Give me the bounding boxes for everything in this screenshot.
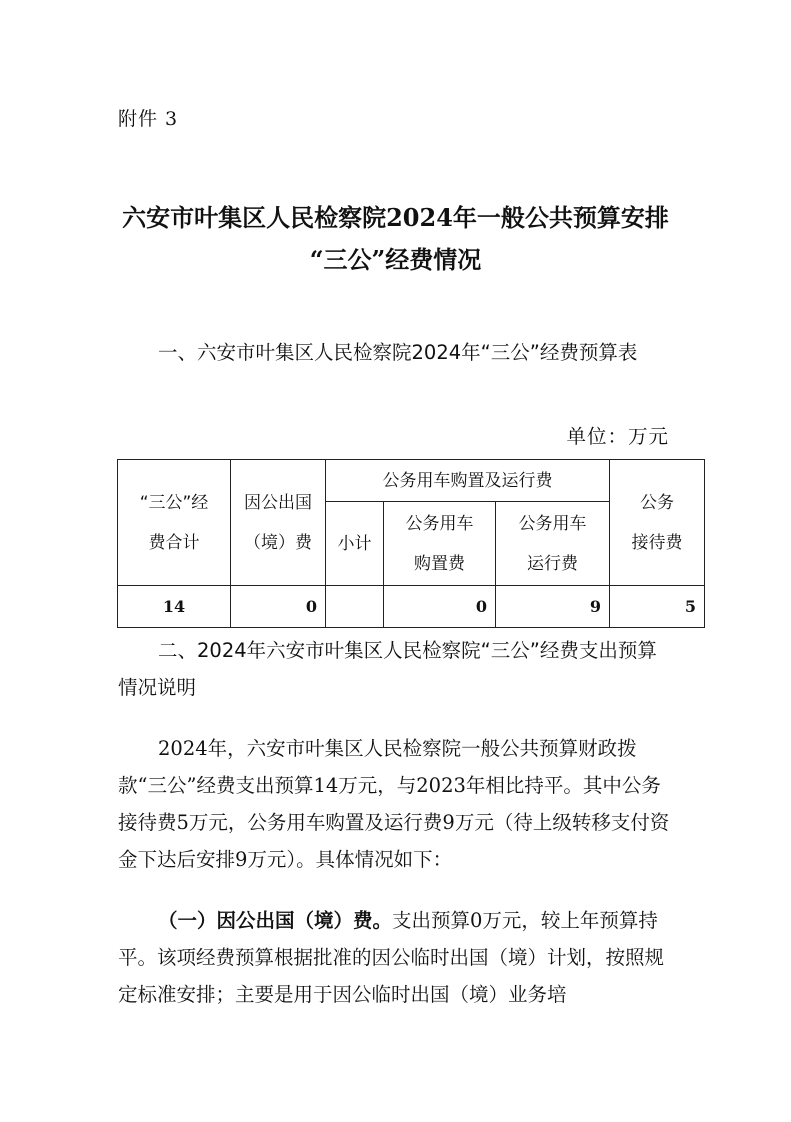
header-purchase-line1: 公务用车: [405, 513, 474, 534]
header-abroad-line1: 因公出国: [244, 492, 312, 513]
header-operation-line2: 运行费: [527, 553, 578, 574]
header-abroad-line2: （境）费: [244, 532, 312, 553]
item1-lead: （一）因公出国（境）费。: [158, 909, 393, 932]
header-total-line2: 费合计: [148, 532, 200, 553]
document-title-line1: 六安市叶集区人民检察院2024年一般公共预算安排: [122, 203, 669, 232]
attachment-label: 附件 3: [118, 108, 179, 130]
document-title-line2: “三公”经费情况: [309, 245, 482, 274]
cell-purchase: 0: [384, 586, 496, 628]
header-operation-line1: 公务用车: [518, 513, 587, 534]
cell-abroad: 0: [231, 586, 326, 628]
cell-operation: 9: [496, 586, 610, 628]
header-total-line1: “三公”经: [139, 492, 209, 513]
header-reception-line1: 公务: [640, 492, 674, 513]
header-purchase-line2: 购置费: [414, 553, 465, 574]
section2-item1: [118, 902, 671, 1013]
header-reception: [610, 460, 705, 586]
section2-paragraph: 2024年，六安市叶集区人民检察院一般公共预算财政拨款“三公”经费支出预算14万元，与2023年相比持平。其中公务接待费5万元，公务用车购置及运行费9万元（待上级转移支付资金下达后安排9万元）。具体情况如下：: [118, 737, 670, 871]
header-operation: [496, 502, 610, 586]
header-vehicle-group: 公务用车购置及运行费: [326, 460, 610, 502]
section1-heading: 一、六安市叶集区人民检察院2024年“三公”经费预算表: [158, 341, 638, 364]
cell-reception: 5: [610, 586, 705, 628]
header-abroad: [231, 460, 326, 586]
header-total: [118, 460, 231, 586]
unit-label: 单位：万元: [566, 425, 669, 448]
header-purchase: [384, 502, 496, 586]
header-reception-line2: 接待费: [631, 532, 683, 553]
cell-subtotal: [326, 586, 384, 628]
cell-total: 14: [118, 586, 231, 628]
item1-text: 支出预算0万元，较上年预算持平。该项经费预算根据批准的因公临时出国（境）计划，按照规定标准安排；主要是用于因公临时出国（境）业务培: [118, 909, 665, 1006]
table-row: [118, 586, 705, 628]
header-subtotal: 小计: [326, 502, 384, 586]
budget-table: [117, 459, 705, 628]
section2-heading: 二、2024年六安市叶集区人民检察院“三公”经费支出预算情况说明: [118, 639, 657, 699]
